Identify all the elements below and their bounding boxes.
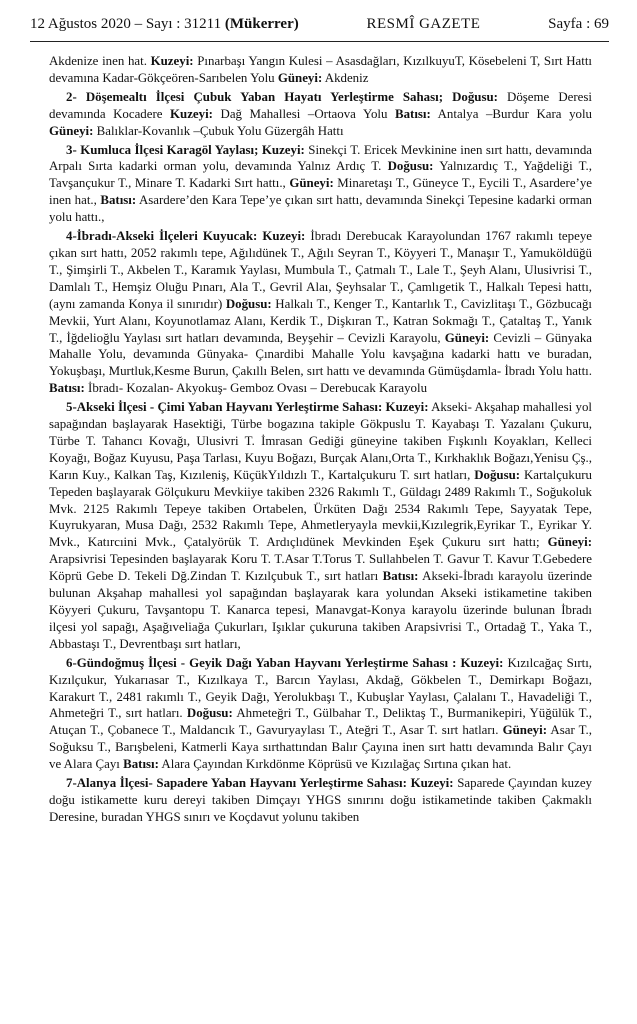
- bold-text: 5-Akseki İlçesi - Çimi Yaban Hayvanı Yerleştirme Sahası: Kuzeyi:: [66, 400, 429, 415]
- bold-text: Doğusu:: [387, 159, 434, 174]
- body-text: Akdeniz: [322, 70, 369, 85]
- bold-text: Doğusu:: [186, 706, 233, 721]
- paragraph: [49, 53, 592, 87]
- bold-text: 3- Kumluca İlçesi Karagöl Yaylası; Kuzeyi:: [66, 142, 305, 157]
- body-text: Halkalı T., Kenger T., Kantarlık T., Cavizlitaşı T., Gözbucağı Mevkii, Yurt Alanı, Koyunotlamaz Alanı, Kerdik T., Dişkıran T., Katran Sokmağı T., Çataltaş T., Yanık T., İğdelioğlu Yaylası sırt hatları devamında, Beyşehir – Cevizli Karayolu,: [49, 296, 593, 345]
- body-text: Pınarbaşı Yangın Kulesi – Asasdağları, KızılkuyuT, Kösebeleni T, Sırt Hattı devamına Kadar-Gökçeören-Sarıbelen Yolu: [49, 54, 592, 85]
- bold-text: Doğusu:: [225, 296, 272, 311]
- bold-text: Batısı:: [394, 106, 431, 121]
- bold-text: Güneyi:: [277, 70, 323, 85]
- body-text: Saparede Çayından kuzey doğu istikamette kuru dereyi takiben Dimçayı YHGS sınırını doğu istikametinde takiben Çakmaklı Deresine, buradan YHGS sınırı ve Koçdavut yolunu takiben: [49, 776, 592, 824]
- bold-text: 2- Döşemealtı İlçesi Çubuk Yaban Hayatı Yerleştirme Sahası; Doğusu:: [66, 89, 498, 104]
- body-text: Yalnızardıç T., Yağdeliği T., Tavşançukur T., Minare T. Kadarki Sırt hattı.,: [49, 159, 592, 191]
- body-text: Cevizli – Günyaka Mahalle Yolu, devamında Günyaka- Çınardibi Mahalle Yolu kavşağına kadarki hattı ve buradan, Yokuşbaşı, Murtluk,Kesme Burun, Çakıllı Belen, sırt hattı ve devamında Gümüşdamla- İbradı Yolu hattı.: [49, 330, 592, 379]
- page-header: [30, 16, 609, 38]
- body-text: Alara Çayından Kırkdönme Köprüsü ve Kızılağaç Sırtına çıkan hat.: [158, 757, 512, 772]
- body-text: Antalya –Burdur Kara yolu: [430, 106, 592, 121]
- bold-text: Güneyi:: [444, 330, 490, 345]
- document-body: [49, 53, 592, 826]
- bold-text: Batısı:: [123, 757, 159, 772]
- header-divider: [30, 41, 609, 42]
- body-text: Akseki- Akşahap mahallesi yol sapağından başlayarak Hasektiği, Türbe bogazına takiple Gökpuslu T. Kayabaşı T. Yazalanı Çukuru, Türbe T. Tahancı Kovağı, Ulusivri T. İmrasan Gediği güneyine takiben Fışkınlı Koyakları, Kelleci Koyağı, Boğaz Kuyusu, Paşa Tarlası, Kuyu Boğazı, Burçak Alanı,Orta T., Kırkhaklık Boğazı,Yenisu Çş., Karın Kuy., Kalkan Taş, Kızıleniş, KüçükYıldızlı T., Kartalçukuru T. sırt hatları,: [49, 400, 592, 482]
- bold-text: Güneyi:: [49, 123, 94, 138]
- gazette-name: RESMÎ GAZETE: [366, 16, 481, 32]
- body-text: Asar T., Soğuksu T., Barışbeleni, Katmerli Kaya sırthattından Balır Çayına inen sırt hattı devamında Balır Çayı ve Alara Çayı: [49, 723, 592, 772]
- bold-text: Güneyi:: [502, 723, 547, 738]
- page-number: Sayfa : 69: [548, 16, 609, 32]
- body-text: Dağ Mahallesi –Ortaova Yolu: [212, 106, 395, 121]
- paragraph: [49, 775, 592, 826]
- body-text: Akseki-İbradı karayolu üzerinde bulunan Akşahap mahallesi yol sapağından başlayarak kara yolundan Akseki istikametine takiben Köyyeri Çukuru, Tavşantopu T. Kanarca tepesi, Manavgat-Konya karayolu üzerinde bulunan İbradı ilçesi yol sapağı, Aşağıveliağa Çukurları, Işıklar çukuruna takiben Arapsivrisi T., Ortadağ T., Yaka T., Abbastaşı T., Devrentbaşı sırt hatları,: [49, 569, 592, 651]
- body-text: İbradı Derebucak Karayolundan 1767 rakımlı tepeye çıkan sırt hattı, 2052 rakımlı tepe, Ağılıdünek T., Ağılı Seyran T., Köyyeri T., Manaşır T., Yamuköldüğü T., Şimşirli T., Akbelen T., Karamık Yaylası, Mumbula T., Çatmalı T., Lale T., Şeyh Alanı, Ulusivrisi T., Damlalı T., Hemşiz Oluğu Pınarı, Ala T., Gevril Alaı, Şeyhsalar T., Çamlıgetik T., Halkalı Tepesi hattı, (aynı zamanda Konya il sınırıdır): [49, 229, 592, 311]
- paragraph: [49, 655, 592, 773]
- bold-text: Batısı:: [49, 381, 85, 396]
- bold-text: 4-İbradı-Akseki İlçeleri Kuyucak: Kuzeyi:: [66, 229, 306, 244]
- body-text: Balıklar-Kovanlık –Çubuk Yolu Güzergâh Hattı: [93, 123, 344, 138]
- bold-text: Kuzeyi:: [150, 54, 194, 68]
- bold-text: Doğusu:: [474, 467, 521, 482]
- paragraph: [49, 399, 592, 653]
- bold-text: 7-Alanya İlçesi- Sapadere Yaban Hayvanı Yerleştirme Sahası: Kuzeyi:: [66, 776, 454, 791]
- issue-date-number: 12 Ağustos 2020 – Sayı : 31211: [30, 16, 225, 32]
- body-text: Kızılcağaç Sırtı, Kızılçukur, Yukarıasar T., Kızılkaya T., Barcın Yaylası, Akdağ, Gökbelen T., Demirkapı Boğazı, Karakurt T., 2481 rakımlı T., Geyik Dağı, Yerolukbaşı T., Kubuşlar Yaylası, Çalalanı T., Havadeliği T., Ahmeteğri T., sırt hatları.: [49, 655, 592, 721]
- body-text: Akdenize inen hat.: [49, 54, 151, 68]
- issue-info: [30, 16, 299, 33]
- bold-text: Kuzeyi:: [170, 106, 213, 121]
- body-text: Arapsivrisi Tepesinden başlayarak Koru T. T.Asar T.Torus T. Sullahbelen T. Gavur T. Kavur T.Gebedere Köprü Gebe D. Tekeli Dğ.Zindan T. Kızılçubuk T., sırt hatları: [49, 552, 592, 584]
- body-text: İbradı- Kozalan- Akyokuş- Gemboz Ovası – Derebucak Karayolu: [84, 381, 428, 396]
- body-text: Sinekçi T. Ericek Mevkinine inen sırt hattı, devamında Arpalı Sırta kadarki orman yolu, devamında Yalnız Ardıç T.: [49, 142, 592, 174]
- body-text: Asardere’den Kara Tepe’ye çıkan sırt hattı, devamında Sinekçi Tepesine kadarki orman yolu hattı.,: [49, 193, 593, 225]
- repeat-label: (Mükerrer): [224, 16, 299, 32]
- paragraph: [49, 228, 592, 397]
- body-text: Ahmeteğri T., Gülbahar T., Deliktaş T., Burmanikepiri, Yüğülük T., Atuçan T., Çobanece T., Maldancık T., Gavuryaylası T., Ateğri T., Asar T. sırt hatları.: [49, 706, 592, 738]
- body-text: Döşeme Deresi devamında Kocadere: [49, 89, 592, 121]
- bold-text: Batısı:: [382, 569, 419, 584]
- paragraph: [49, 142, 592, 227]
- bold-text: 6-Gündoğmuş İlçesi - Geyik Dağı Yaban Hayvanı Yerleştirme Sahası : Kuzeyi:: [66, 655, 504, 670]
- paragraph: [49, 89, 592, 140]
- bold-text: Güneyi:: [547, 535, 592, 550]
- bold-text: Güneyi:: [289, 176, 334, 191]
- body-text: Minaretaşı T., Güneyce T., Eycili T., Asardere’ye inen hat.,: [49, 176, 592, 208]
- body-text: Kartalçukuru Tepeden başlayarak Gölçukuru Mevkiiye takiben 2326 Rakımlı T., Güldagı 2489 Rakımlı T., Soğukoluk Mvk. 2125 Rakımlı Tepeye takiben Ortabelen, Ürküten Dağı 2534 Rakımlı Tepe, Sayyatak Tepe, Kuyrukyaran, Musa Dağı, 2532 Rakımlı Tepe, Ahmetleryayla mevkii,Kızılegrik,Eyrikar T., Eyrikar Y. Mvk., Katırcıini Mvk., Çatalyörük T. Ardıçlıdünek Mevkinden Eşek Çukuru sırt hattı;: [49, 467, 593, 550]
- bold-text: Batısı:: [100, 193, 137, 208]
